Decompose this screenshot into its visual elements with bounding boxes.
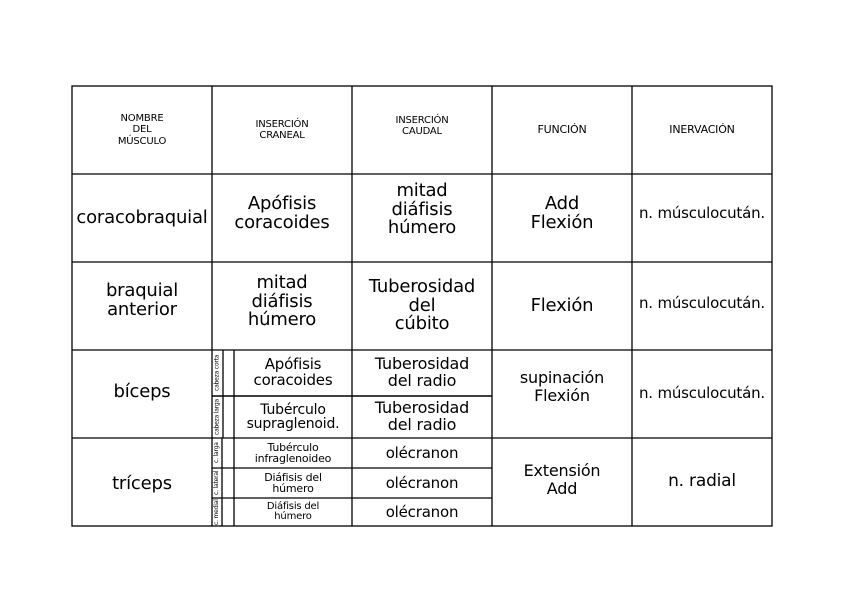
row2-name bbox=[72, 262, 212, 340]
row2-caudal-line2: del bbox=[408, 294, 436, 316]
row4-head3-label: c. medial bbox=[213, 499, 220, 525]
row2-caudal-line1: Tuberosidad bbox=[368, 275, 476, 297]
row2-name-line1: braquial bbox=[105, 280, 179, 302]
row3-head1-caudal bbox=[352, 350, 492, 396]
row4-head1-caudal-text: olécranon bbox=[385, 443, 459, 462]
header-craneal-line2: CRANEAL bbox=[259, 130, 305, 141]
row4-head3-craneal-line1: Diáfisis del bbox=[266, 501, 320, 512]
row3-head1-caudal-line1: Tuberosidad bbox=[374, 354, 470, 374]
row4-inervacion-text: n. radial bbox=[668, 471, 736, 492]
row1-craneal-line1: Apófisis bbox=[247, 193, 317, 215]
row4-head3-caudal bbox=[352, 498, 492, 526]
row1-caudal bbox=[352, 174, 492, 246]
row4-head1-caudal bbox=[352, 438, 492, 468]
row2-name-line2: anterior bbox=[107, 299, 177, 320]
row4-head2-caudal bbox=[352, 468, 492, 498]
row3-head1-caudal-line2: del radio bbox=[387, 371, 457, 390]
row3-head2-craneal bbox=[234, 396, 352, 438]
header-funcion bbox=[492, 86, 632, 174]
row3-head2-craneal-line1: Tubérculo bbox=[260, 402, 326, 418]
row1-funcion bbox=[492, 174, 632, 254]
row1-name bbox=[72, 174, 212, 262]
row4-head1-craneal-line2: infraglenoideo bbox=[254, 452, 332, 465]
row3-funcion-line2: Flexión bbox=[534, 386, 590, 405]
row3-head2-caudal-line2: del radio bbox=[387, 415, 457, 434]
row4-name bbox=[72, 438, 212, 530]
row4-head2-craneal-line2: húmero bbox=[272, 482, 314, 495]
row4-head1-craneal-line1: Tubérculo bbox=[267, 441, 319, 454]
header-caudal-line1: INSERCIÓN bbox=[395, 114, 449, 126]
row3-funcion-line1: supinación bbox=[519, 368, 605, 388]
row2-caudal bbox=[352, 262, 492, 350]
row3-head2-label: cabeza larga bbox=[213, 399, 221, 435]
row2-inervacion bbox=[632, 262, 772, 346]
row4-head3-caudal-text: olécranon bbox=[385, 502, 459, 521]
row3-head1-label: cabeza corta bbox=[213, 354, 221, 392]
row4-name-text: tríceps bbox=[112, 472, 172, 494]
header-nombre bbox=[72, 86, 212, 174]
row2-craneal-line2: diáfisis bbox=[251, 290, 313, 312]
row2-funcion-line1: Flexión bbox=[530, 294, 594, 316]
row4-head3-craneal-line2: húmero bbox=[274, 511, 312, 522]
row3-head1-craneal-line2: coracoides bbox=[253, 371, 333, 389]
header-craneal bbox=[212, 86, 352, 174]
row3-funcion bbox=[492, 350, 632, 424]
row2-craneal bbox=[212, 262, 352, 342]
row1-craneal-line2: coracoides bbox=[234, 212, 330, 233]
row1-craneal bbox=[212, 174, 352, 254]
row2-craneal-line3: húmero bbox=[247, 309, 317, 331]
row2-caudal-line3: cúbito bbox=[394, 313, 450, 335]
row3-head2-caudal-line1: Tuberosidad bbox=[374, 398, 470, 418]
header-craneal-line1: INSERCIÓN bbox=[255, 118, 309, 130]
row4-head2-caudal-text: olécranon bbox=[385, 473, 459, 492]
row3-head2-craneal-line2: supraglenoid. bbox=[246, 416, 340, 432]
row2-craneal-line1: mitad bbox=[256, 271, 308, 293]
header-caudal-line2: CAUDAL bbox=[402, 126, 442, 137]
row3-inervacion bbox=[632, 350, 772, 438]
row4-head1-craneal bbox=[234, 438, 352, 468]
row3-head1-craneal bbox=[234, 350, 352, 396]
row3-inervacion-text: n. músculocután. bbox=[639, 384, 765, 403]
row1-caudal-line2: diáfisis bbox=[391, 198, 453, 220]
row4-funcion-line1: Extensión bbox=[523, 461, 601, 481]
row3-name-text: bíceps bbox=[113, 380, 171, 402]
row1-caudal-line1: mitad bbox=[396, 179, 448, 201]
row4-funcion bbox=[492, 438, 632, 522]
row2-inervacion-text: n. músculocután. bbox=[639, 294, 765, 313]
header-inervacion-text: INERVACIÓN bbox=[669, 122, 735, 136]
row1-funcion-line1: Add bbox=[544, 193, 580, 215]
row4-head1-label: c. larga bbox=[213, 442, 220, 464]
row1-name-text: coracobraquial bbox=[76, 206, 208, 228]
header-caudal bbox=[352, 82, 492, 170]
header-nombre-line3: MÚSCULO bbox=[117, 135, 167, 147]
row3-name bbox=[72, 350, 212, 434]
row4-inervacion bbox=[632, 438, 772, 526]
header-inervacion bbox=[632, 86, 772, 174]
row3-head2-caudal bbox=[352, 396, 492, 438]
row3-head1-craneal-line1: Apófisis bbox=[264, 355, 322, 374]
row2-funcion bbox=[492, 262, 632, 350]
row1-caudal-line3: húmero bbox=[387, 217, 457, 239]
header-funcion-text: FUNCIÓN bbox=[537, 122, 587, 136]
row4-head3-craneal bbox=[234, 498, 352, 526]
row4-head2-label: c. lateral bbox=[213, 470, 220, 496]
row4-funcion-line2: Add bbox=[546, 479, 578, 498]
header-nombre-line2: DEL bbox=[132, 124, 152, 136]
row1-inervacion-text: n. músculocután. bbox=[639, 204, 765, 223]
row1-inervacion bbox=[632, 174, 772, 254]
row1-funcion-line2: Flexión bbox=[530, 212, 594, 233]
header-nombre-line1: NOMBRE bbox=[120, 112, 164, 124]
row4-head2-craneal bbox=[234, 468, 352, 498]
row4-head2-craneal-line1: Diáfisis del bbox=[264, 471, 322, 484]
